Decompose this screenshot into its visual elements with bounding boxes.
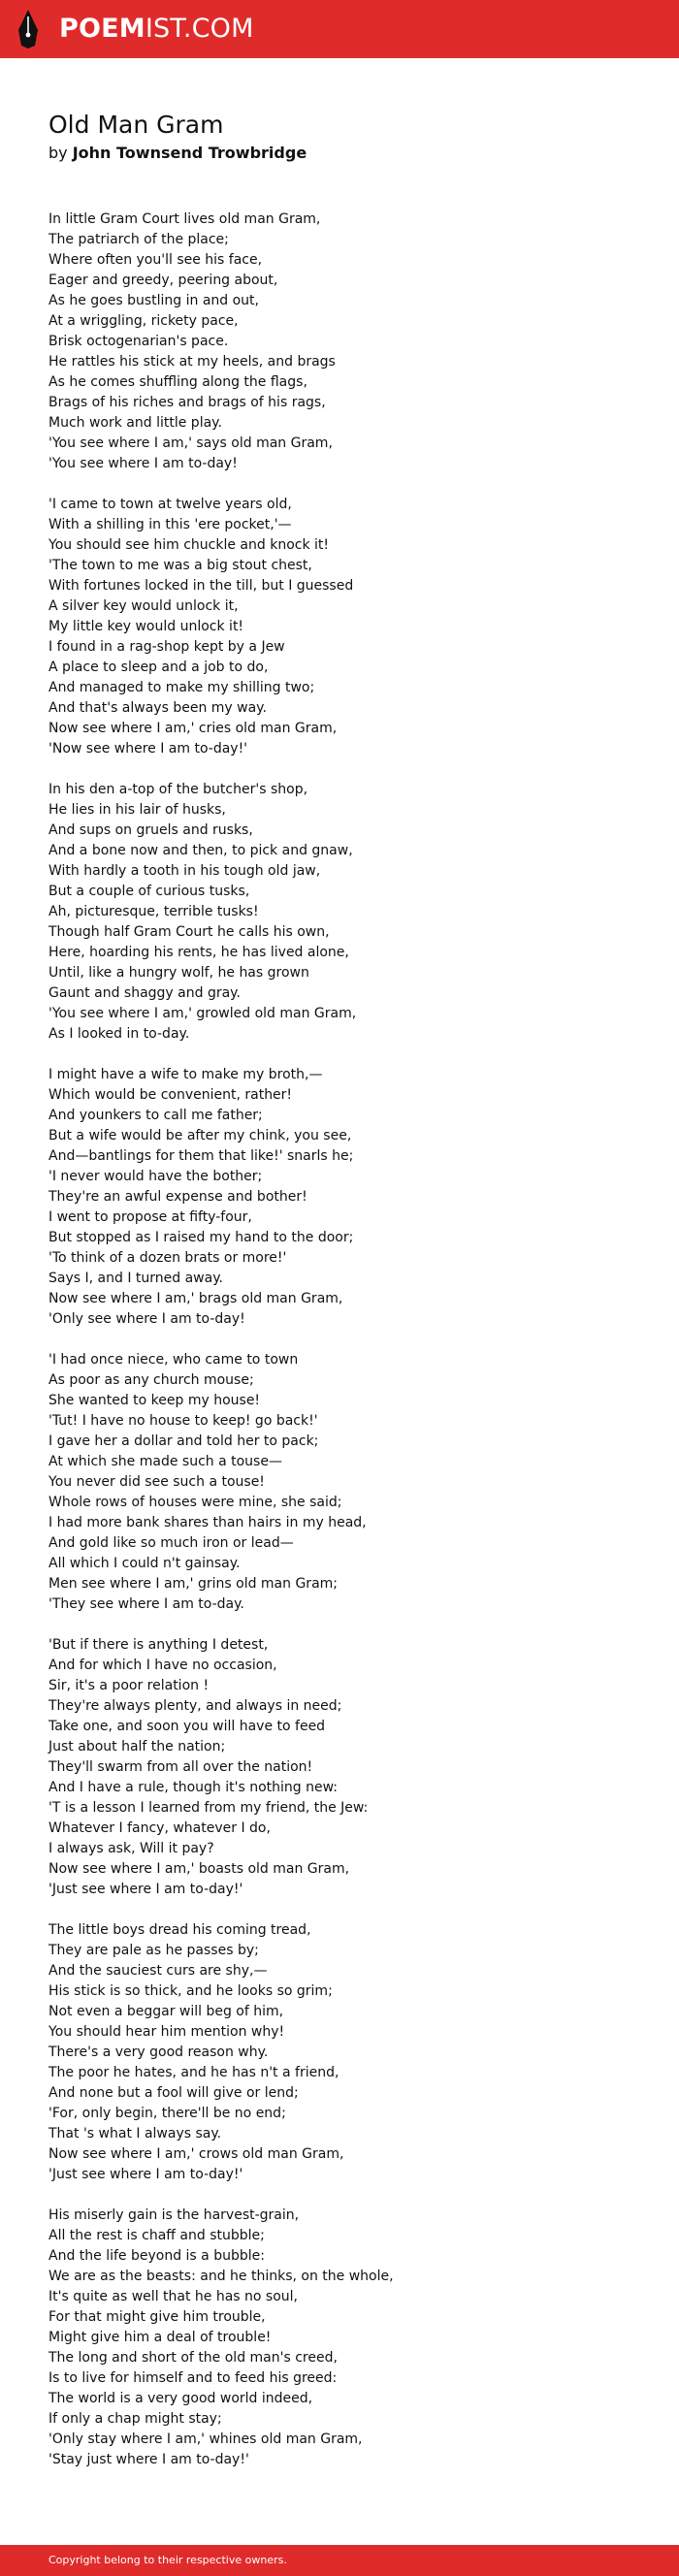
poem-line: Where often you'll see his face,: [48, 252, 263, 268]
poem-line: Now see where I am,' crows old man Gram,: [48, 2146, 344, 2162]
poem-line: As I looked in to-day.: [48, 1026, 190, 1042]
poem-line: Ah, picturesque, terrible tusks!: [48, 904, 259, 919]
poem-line: She wanted to keep my house!: [48, 1393, 261, 1408]
poem-line: And—bantlings for them that like!' snarls he;: [48, 1148, 354, 1164]
poem-line: With fortunes locked in the till, but I guessed: [48, 578, 354, 594]
poem-line: I always ask, Will it pay?: [48, 1841, 214, 1856]
poem-line: He lies in his lair of husks,: [48, 802, 226, 818]
poem-line: Sir, it's a poor relation !: [48, 1678, 210, 1693]
poem-line: At which she made such a touse—: [48, 1454, 282, 1469]
poem-line: Might give him a deal of trouble!: [48, 2330, 272, 2345]
poem-line: All the rest is chaff and stubble;: [48, 2228, 265, 2243]
poem-line: 'I came to town at twelve years old,: [48, 497, 292, 512]
site-footer: [0, 2545, 679, 2576]
poem-line: If only a chap might stay;: [48, 2411, 222, 2427]
poem-line: For that might give him trouble,: [48, 2309, 266, 2325]
stanza: [48, 209, 650, 474]
poem-line: We are as the beasts: and he thinks, on the whole,: [48, 2269, 394, 2284]
site-header: [0, 0, 679, 58]
poem-line: My little key would unlock it!: [48, 619, 244, 634]
byline: [48, 143, 307, 164]
poem-line: With hardly a tooth in his tough old jaw,: [48, 863, 321, 879]
poem-line: In his den a-top of the butcher's shop,: [48, 782, 308, 797]
poem-line: 'I never would have the bother;: [48, 1169, 263, 1184]
poem-line: Men see where I am,' grins old man Gram;: [48, 1576, 338, 1592]
poem-line: 'I had once niece, who came to town: [48, 1352, 299, 1368]
poem-line: But stopped as I raised my hand to the door;: [48, 1230, 354, 1245]
poem-line: They're always plenty, and always in need;: [48, 1698, 342, 1714]
poem-line: 'Now see where I am to-day!': [48, 741, 248, 757]
byline-prefix: by: [48, 144, 68, 162]
poem-line: His miserly gain is the harvest-grain,: [48, 2207, 300, 2223]
poem-line: And that's always been my way.: [48, 700, 267, 716]
poem-line: You should see him chuckle and knock it!: [48, 537, 330, 553]
poem-line: The patriarch of the place;: [48, 232, 229, 247]
logo-text-light: IST.COM: [145, 14, 254, 44]
poem-line: Whatever I fancy, whatever I do,: [48, 1820, 271, 1836]
poem-line: 'You see where I am to-day!: [48, 456, 238, 471]
poem-title: Old Man Gram: [48, 111, 224, 139]
stanza: [48, 2206, 650, 2470]
pen-nib-icon[interactable]: [16, 9, 41, 49]
poem-line: 'Only see where I am to-day!: [48, 1311, 245, 1327]
poem-line: I gave her a dollar and told her to pack;: [48, 1433, 319, 1449]
poem-line: He rattles his stick at my heels, and brags: [48, 354, 336, 370]
poem-line: That 's what I always say.: [48, 2126, 222, 2141]
poem-line: Says I, and I turned away.: [48, 1271, 223, 1286]
copyright-text: Copyright belong to their respective owners.: [48, 2554, 287, 2566]
poem-line: 'They see where I am to-day.: [48, 1596, 244, 1612]
poem-line: Is to live for himself and to feed his greed:: [48, 2370, 338, 2386]
poem-line: At a wriggling, rickety pace,: [48, 313, 239, 329]
poem-line: 'For, only begin, there'll be no end;: [48, 2106, 286, 2121]
poem-line: A place to sleep and a job to do,: [48, 660, 269, 675]
poem-line: His stick is so thick, and he looks so grim;: [48, 1983, 333, 1999]
poem-line: As he goes bustling in and out,: [48, 293, 259, 308]
site-logo[interactable]: [59, 14, 254, 45]
stanza: [48, 1065, 650, 1330]
poem-line: 'Stay just where I am to-day!': [48, 2452, 249, 2467]
poem-line: You should hear him mention why!: [48, 2024, 285, 2040]
poem-line: And managed to make my shilling two;: [48, 680, 315, 695]
poem-line: Until, like a hungry wolf, he has grown: [48, 965, 309, 981]
poem-line: 'You see where I am,' says old man Gram,: [48, 435, 333, 451]
poem-line: I might have a wife to make my broth,—: [48, 1067, 323, 1082]
poem-line: 'The town to me was a big stout chest,: [48, 558, 312, 573]
poem-line: The little boys dread his coming tread,: [48, 1922, 311, 1938]
poem-line: They're an awful expense and bother!: [48, 1189, 307, 1205]
poem-line: 'To think of a dozen brats or more!': [48, 1250, 287, 1266]
poem-line: I went to propose at fifty-four,: [48, 1209, 252, 1225]
poem-line: Though half Gram Court he calls his own,: [48, 924, 330, 940]
poem-line: Gaunt and shaggy and gray.: [48, 985, 241, 1001]
logo-text-bold: POEM: [59, 14, 146, 44]
poem-line: And for which I have no occasion,: [48, 1658, 277, 1673]
poem-line: Here, hoarding his rents, he has lived alone,: [48, 945, 349, 960]
poem-line: I had more bank shares than hairs in my head,: [48, 1515, 367, 1530]
poem-line: All which I could n't gainsay.: [48, 1556, 241, 1571]
poem-line: Now see where I am,' cries old man Gram,: [48, 721, 338, 736]
poem-line: And younkers to call me father;: [48, 1108, 263, 1123]
poem-line: Just about half the nation;: [48, 1739, 226, 1755]
poem-line: Which would be convenient, rather!: [48, 1087, 293, 1103]
poem-line: 'T is a lesson I learned from my friend, the Jew:: [48, 1800, 369, 1816]
poem-line: 'But if there is anything I detest,: [48, 1637, 269, 1653]
poem-line: Take one, and soon you will have to feed: [48, 1719, 326, 1734]
poem-line: Brags of his riches and brags of his rags,: [48, 395, 326, 410]
poem-body: [48, 209, 650, 2491]
poem-line: It's quite as well that he has no soul,: [48, 2289, 299, 2304]
poem-line: And the sauciest curs are shy,—: [48, 1963, 268, 1979]
poem-line: Eager and greedy, peering about,: [48, 273, 278, 288]
poem-line: The long and short of the old man's creed,: [48, 2350, 338, 2366]
poem-line: You never did see such a touse!: [48, 1474, 265, 1490]
stanza: [48, 1350, 650, 1615]
stanza: [48, 495, 650, 759]
poem-line: There's a very good reason why.: [48, 2045, 269, 2060]
poem-line: And sups on gruels and rusks,: [48, 822, 253, 838]
poem-line: But a couple of curious tusks,: [48, 884, 250, 899]
poem-line: The world is a very good world indeed,: [48, 2391, 313, 2406]
author-link[interactable]: John Townsend Trowbridge: [72, 144, 307, 162]
poem-line: Brisk octogenarian's pace.: [48, 334, 229, 349]
poem-line: With a shilling in this 'ere pocket,'—: [48, 517, 292, 532]
poem-line: In little Gram Court lives old man Gram,: [48, 211, 321, 227]
poem-line: Now see where I am,' boasts old man Gram,: [48, 1861, 350, 1877]
poem-line: They are pale as he passes by;: [48, 1943, 259, 1958]
poem-line: Not even a beggar will beg of him,: [48, 2004, 284, 2019]
poem-line: Much work and little play.: [48, 415, 222, 431]
poem-line: And a bone now and then, to pick and gnaw,: [48, 843, 353, 858]
poem-line: 'Only stay where I am,' whines old man Gram,: [48, 2431, 363, 2447]
poem-line: As poor as any church mouse;: [48, 1372, 254, 1388]
poem-line: And the life beyond is a bubble:: [48, 2248, 265, 2264]
poem-line: Now see where I am,' brags old man Gram,: [48, 1291, 343, 1306]
stanza: [48, 1920, 650, 2185]
poem-line: 'Tut! I have no house to keep! go back!': [48, 1413, 318, 1429]
poem-line: 'You see where I am,' growled old man Gram,: [48, 1006, 357, 1021]
poem-line: 'Just see where I am to-day!': [48, 2167, 243, 2182]
poem-line: And I have a rule, though it's nothing new:: [48, 1780, 338, 1795]
poem-line: Whole rows of houses were mine, she said;: [48, 1495, 342, 1510]
poem-line: And none but a fool will give or lend;: [48, 2085, 299, 2101]
poem-line: I found in a rag-shop kept by a Jew: [48, 639, 285, 655]
stanza: [48, 1635, 650, 1900]
poem-line: A silver key would unlock it,: [48, 598, 239, 614]
poem-line: They'll swarm from all over the nation!: [48, 1759, 313, 1775]
poem-line: And gold like so much iron or lead—: [48, 1535, 294, 1551]
poem-line: But a wife would be after my chink, you see,: [48, 1128, 352, 1143]
poem-line: 'Just see where I am to-day!': [48, 1882, 243, 1897]
poem-line: The poor he hates, and he has n't a friend,: [48, 2065, 340, 2080]
poem-line: As he comes shuffling along the flags,: [48, 374, 307, 390]
stanza: [48, 780, 650, 1045]
